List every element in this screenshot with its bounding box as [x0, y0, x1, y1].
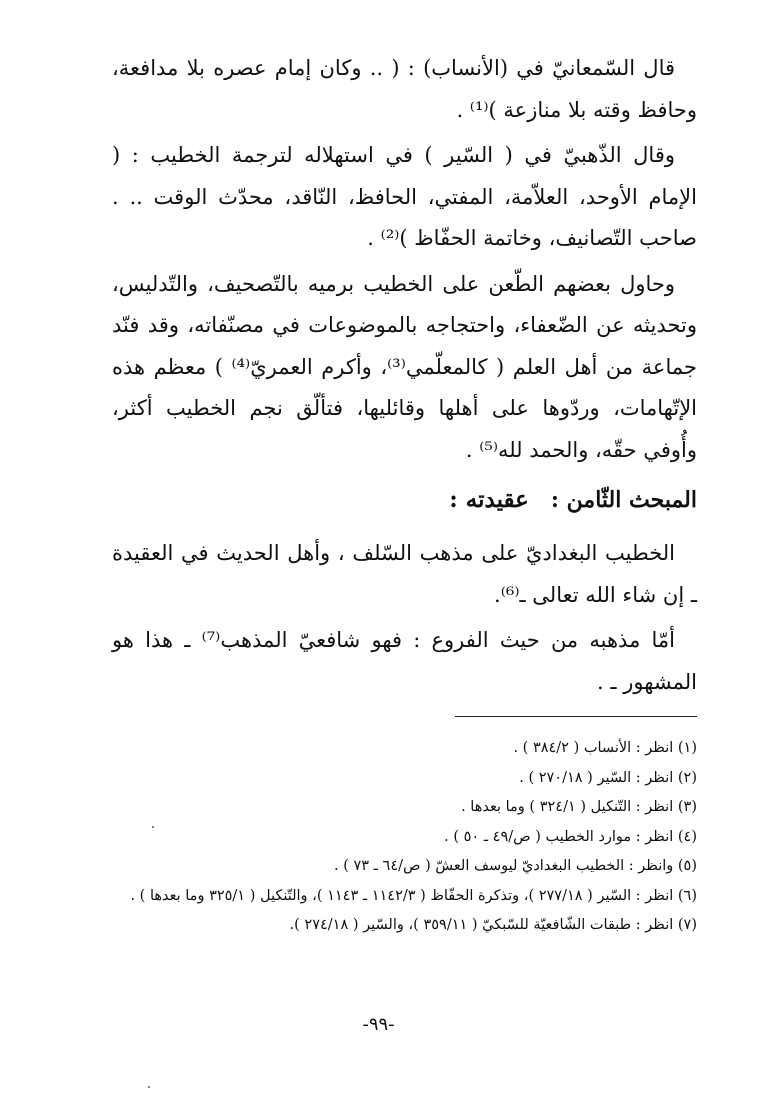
- page-number: -٩٩-: [362, 1014, 395, 1035]
- footnote-1: (١) انظر : الأنساب ( ٣٨٤/٢ ) .: [513, 740, 697, 756]
- paragraph-samani-quote: قال السّمعانيّ في (الأنساب) : ( .. وكان إمام عصره بلا مدافعة، وحافظ وقته بلا منازعة )⁽¹⁾ .: [112, 56, 697, 122]
- paragraph-criticism: وحاول بعضهم الطّعن على الخطيب برميه بالتّصحيف، والتّدليس، وتحديثه عن الضّعفاء، واحتجاجه بالموضوعات في مصنّفاته، وقد فنّد جماعة من أهل العلم ( كالمعلّمي⁽³⁾، وأكرم العمريّ⁽⁴⁾ ) معظم هذه الإتّهامات، وردّوها على أهلها وقائليها، فتألّق نجم الخطيب أكثر، وأُوفي حقّه، والحمد لله⁽⁵⁾ .: [112, 271, 697, 462]
- main-text: [112, 48, 697, 707]
- paragraph-creed: الخطيب البغداديّ على مذهب السّلف ، وأهل الحديث في العقيدة ـ إن شاء الله تعالى ـ⁽⁶⁾.: [112, 541, 697, 607]
- scan-speck: [152, 826, 154, 828]
- footnote-6: (٦) انظر : السّير ( ٢٧٧/١٨ )، وتذكرة الحفّاظ ( ١١٤٢/٣ ـ ١١٤٣ )، والتّنكيل ( ٣٢٥/١ وما بعدها ) .: [130, 887, 697, 904]
- footnote-7: (٧) انظر : طبقات الشّافعيّة للسّبكيّ ( ٣٥٩/١١ )، والسّير ( ٢٧٤/١٨ ).: [289, 917, 697, 933]
- footnotes: [112, 734, 697, 941]
- footnote-divider: [455, 716, 697, 717]
- paragraph-dhahabi-quote: وقال الذّهبيّ في ( السّير ) في استهلاله لترجمة الخطيب : ( الإمام الأوحد، العلاّمة، المفتي، الحافظ، النّاقد، محدّث الوقت .. . صاحب التّصانيف، وخاتمة الحفّاظ )⁽²⁾ .: [112, 143, 697, 250]
- scan-speck: [148, 1086, 150, 1088]
- footnote-2: (٢) انظر : السّير ( ٢٧٠/١٨ ) .: [519, 769, 697, 786]
- section-label: المبحث الثّامن :: [550, 487, 697, 513]
- footnote-4: (٤) انظر : موارد الخطيب ( ص/٤٩ ـ ٥٠ ) .: [444, 828, 697, 845]
- section-subject: عقيدته :: [449, 486, 529, 513]
- footnote-3: (٣) انظر : التّنكيل ( ٣٢٤/١ ) وما بعدها .: [461, 799, 697, 815]
- paragraph-madhhab: أمّا مذهبه من حيث الفروع : فهو شافعيّ المذهب⁽⁷⁾ ـ هذا هو المشهور ـ .: [112, 628, 697, 694]
- section-heading: [112, 479, 697, 521]
- footnote-5: (٥) وانظر : الخطيب البغداديّ ليوسف العشّ ( ص/٦٤ ـ ٧٣ ) .: [334, 858, 697, 874]
